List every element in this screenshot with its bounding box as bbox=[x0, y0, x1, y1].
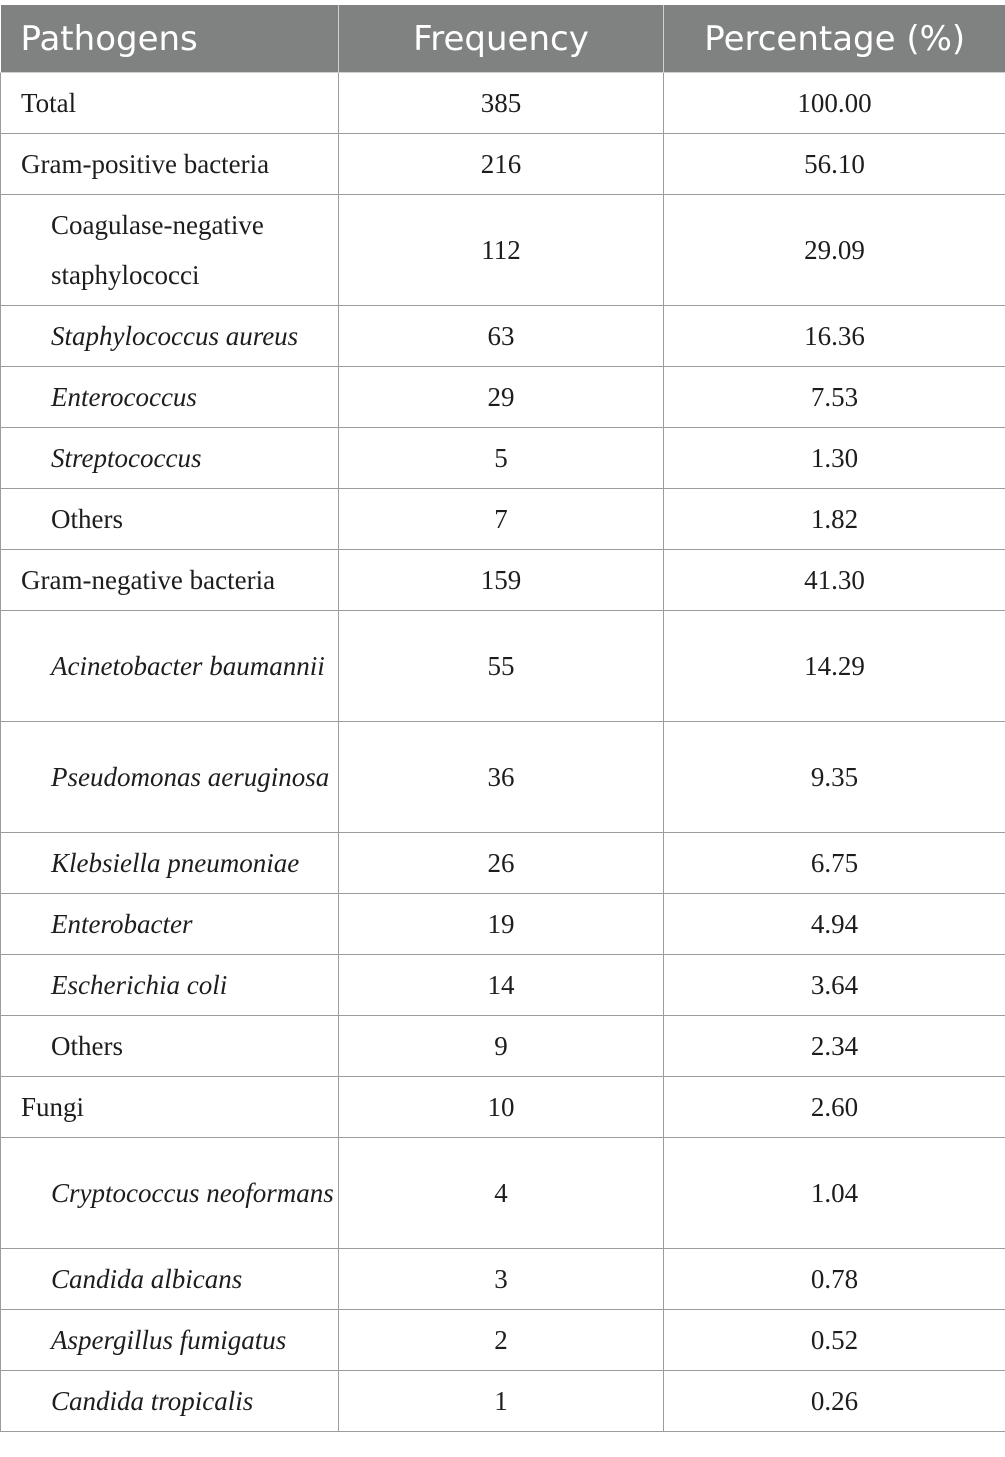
table-row bbox=[1, 1371, 1005, 1432]
pathogen-name-cell: Pseudomonas aeruginosa bbox=[1, 722, 339, 833]
table-row bbox=[1, 306, 1005, 367]
pathogen-name-cell: Total bbox=[1, 73, 339, 134]
table-header bbox=[1, 5, 1005, 73]
header-frequency: Frequency bbox=[339, 5, 664, 73]
percentage-cell: 56.10 bbox=[664, 134, 1005, 195]
percentage-cell: 16.36 bbox=[664, 306, 1005, 367]
table-row bbox=[1, 1077, 1005, 1138]
table-row bbox=[1, 1310, 1005, 1371]
table-row bbox=[1, 955, 1005, 1016]
table-row bbox=[1, 1016, 1005, 1077]
percentage-cell: 1.04 bbox=[664, 1138, 1005, 1249]
pathogen-name-cell: Gram-positive bacteria bbox=[1, 134, 339, 195]
pathogen-name-cell: Escherichia coli bbox=[1, 955, 339, 1016]
frequency-cell: 5 bbox=[339, 428, 664, 489]
frequency-cell: 2 bbox=[339, 1310, 664, 1371]
percentage-cell: 2.60 bbox=[664, 1077, 1005, 1138]
percentage-cell: 0.78 bbox=[664, 1249, 1005, 1310]
frequency-cell: 26 bbox=[339, 833, 664, 894]
header-pathogens: Pathogens bbox=[1, 5, 339, 73]
table-row bbox=[1, 550, 1005, 611]
table-row bbox=[1, 611, 1005, 722]
pathogen-name-cell: Aspergillus fumigatus bbox=[1, 1310, 339, 1371]
percentage-cell: 0.26 bbox=[664, 1371, 1005, 1432]
frequency-cell: 29 bbox=[339, 367, 664, 428]
pathogen-table bbox=[0, 5, 1005, 1432]
percentage-cell: 6.75 bbox=[664, 833, 1005, 894]
table-row bbox=[1, 1138, 1005, 1249]
percentage-cell: 1.82 bbox=[664, 489, 1005, 550]
percentage-cell: 7.53 bbox=[664, 367, 1005, 428]
pathogen-name-cell: Others bbox=[1, 1016, 339, 1077]
frequency-cell: 7 bbox=[339, 489, 664, 550]
table-row bbox=[1, 73, 1005, 134]
pathogen-name-cell: Candida albicans bbox=[1, 1249, 339, 1310]
frequency-cell: 1 bbox=[339, 1371, 664, 1432]
table-body bbox=[1, 73, 1005, 1432]
frequency-cell: 385 bbox=[339, 73, 664, 134]
table-row bbox=[1, 367, 1005, 428]
pathogen-name-cell: Coagulase-negative staphylococci bbox=[1, 195, 339, 306]
header-percentage: Percentage (%) bbox=[664, 5, 1005, 73]
pathogen-name-cell: Fungi bbox=[1, 1077, 339, 1138]
table-row bbox=[1, 894, 1005, 955]
percentage-cell: 3.64 bbox=[664, 955, 1005, 1016]
frequency-cell: 36 bbox=[339, 722, 664, 833]
percentage-cell: 100.00 bbox=[664, 73, 1005, 134]
percentage-cell: 29.09 bbox=[664, 195, 1005, 306]
percentage-cell: 9.35 bbox=[664, 722, 1005, 833]
frequency-cell: 63 bbox=[339, 306, 664, 367]
percentage-cell: 14.29 bbox=[664, 611, 1005, 722]
frequency-cell: 14 bbox=[339, 955, 664, 1016]
percentage-cell: 1.30 bbox=[664, 428, 1005, 489]
frequency-cell: 9 bbox=[339, 1016, 664, 1077]
frequency-cell: 19 bbox=[339, 894, 664, 955]
percentage-cell: 41.30 bbox=[664, 550, 1005, 611]
pathogen-name-cell: Klebsiella pneumoniae bbox=[1, 833, 339, 894]
table-row bbox=[1, 722, 1005, 833]
frequency-cell: 10 bbox=[339, 1077, 664, 1138]
percentage-cell: 0.52 bbox=[664, 1310, 1005, 1371]
percentage-cell: 2.34 bbox=[664, 1016, 1005, 1077]
frequency-cell: 55 bbox=[339, 611, 664, 722]
frequency-cell: 216 bbox=[339, 134, 664, 195]
pathogen-name-cell: Streptococcus bbox=[1, 428, 339, 489]
frequency-cell: 3 bbox=[339, 1249, 664, 1310]
pathogen-name-cell: Staphylococcus aureus bbox=[1, 306, 339, 367]
pathogen-name-cell: Cryptococcus neoformans bbox=[1, 1138, 339, 1249]
pathogen-name-cell: Gram-negative bacteria bbox=[1, 550, 339, 611]
table-row bbox=[1, 195, 1005, 306]
pathogen-name-cell: Enterobacter bbox=[1, 894, 339, 955]
table-row bbox=[1, 134, 1005, 195]
table-row bbox=[1, 1249, 1005, 1310]
frequency-cell: 112 bbox=[339, 195, 664, 306]
pathogen-name-cell: Enterococcus bbox=[1, 367, 339, 428]
table-row bbox=[1, 489, 1005, 550]
percentage-cell: 4.94 bbox=[664, 894, 1005, 955]
frequency-cell: 4 bbox=[339, 1138, 664, 1249]
table-row bbox=[1, 428, 1005, 489]
pathogen-name-cell: Candida tropicalis bbox=[1, 1371, 339, 1432]
header-row bbox=[1, 5, 1005, 73]
frequency-cell: 159 bbox=[339, 550, 664, 611]
pathogen-name-cell: Others bbox=[1, 489, 339, 550]
table-row bbox=[1, 833, 1005, 894]
pathogen-name-cell: Acinetobacter baumannii bbox=[1, 611, 339, 722]
